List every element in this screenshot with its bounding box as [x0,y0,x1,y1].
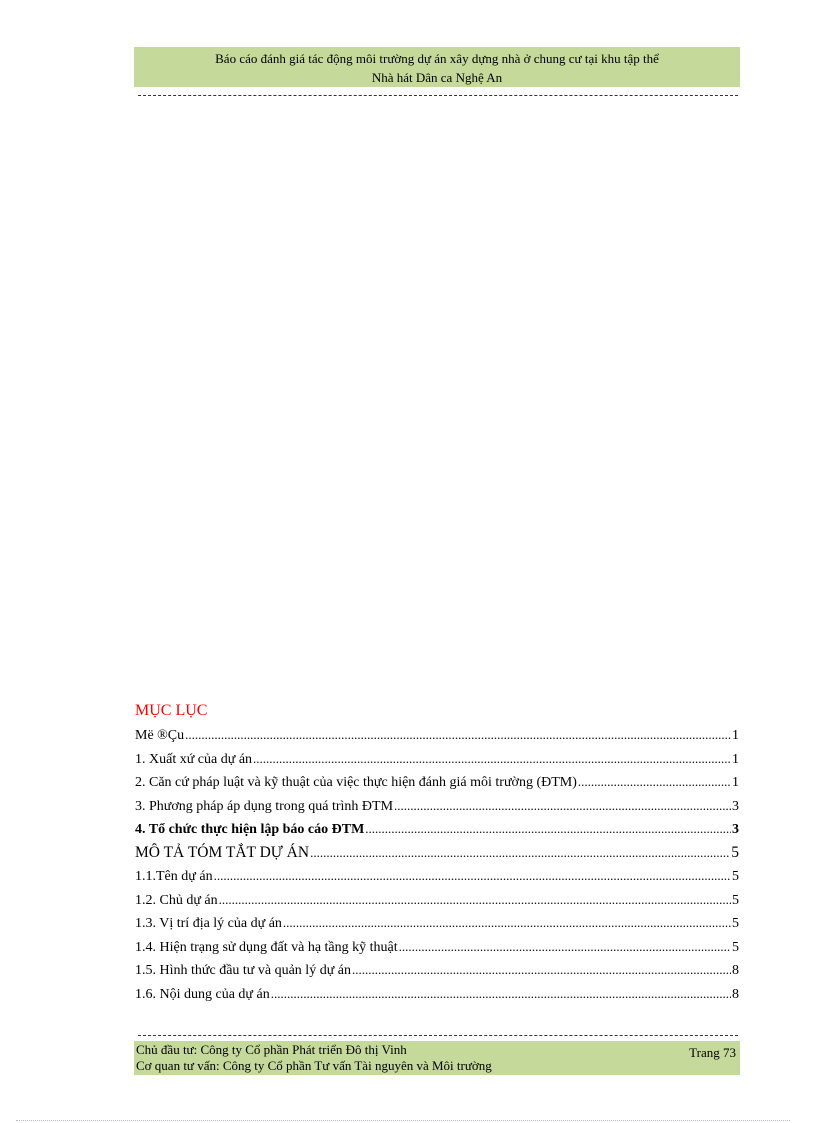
toc-entry-page: 1 [732,751,739,767]
footer-divider [138,1035,738,1036]
toc-leader-dots [271,982,731,1007]
toc-entry-page: 1 [732,728,739,743]
toc-entry-mo-ta[interactable] [135,841,739,865]
toc-entry-label: Më ®Çu [135,728,185,743]
toc-entry-hinh-thuc[interactable] [135,958,739,982]
footer-owner: Chủ đầu tư: Công ty Cổ phần Phát triển Đô thị Vinh [136,1042,407,1057]
toc-entry-chu-du-an[interactable] [135,888,739,912]
toc-entry-hien-trang[interactable] [135,935,739,959]
table-of-contents [135,700,739,1005]
toc-entry-label: 1.4. Hiện trạng sử dụng đất và hạ tầng kỹ thuật [135,939,398,955]
toc-leader-dots [394,794,731,819]
toc-entry-page: 1 [732,775,739,790]
toc-entry-page: 5 [732,892,739,908]
toc-leader-dots [365,817,731,842]
toc-leader-dots [185,723,731,748]
toc-title: MỤC LỤC [135,702,208,719]
footer-info [136,1042,492,1074]
header-title-line2: Nhà hát Dân ca Nghệ An [371,70,503,85]
toc-entry-page: 5 [731,843,739,861]
page-header [134,47,740,87]
toc-entry-label: 1.3. Vị trí địa lý của dự án [135,916,282,931]
page-footer [134,1041,740,1075]
toc-leader-dots [214,864,731,889]
page-boundary [16,1120,790,1121]
toc-entry-page: 5 [732,916,739,931]
footer-consultant: Cơ quan tư vấn: Công ty Cổ phần Tư vấn Tài nguyên và Môi trường [136,1058,492,1073]
toc-entry-xuat-xu[interactable] [135,747,739,771]
toc-leader-dots [283,911,731,936]
toc-entry-page: 5 [732,869,739,884]
toc-entry-page: 5 [732,939,739,955]
toc-entry-label: 1.6. Nội dung của dự án [135,986,270,1002]
toc-entry-phuong-phap[interactable] [135,794,739,818]
toc-entry-noi-dung[interactable] [135,982,739,1006]
toc-entry-label: 1. Xuất xứ của dự án [135,751,253,767]
toc-entry-label: 1.5. Hình thức đầu tư và quản lý dự án [135,963,352,978]
toc-entry-label: 1.1.Tên dự án [135,869,213,884]
toc-entry-page: 3 [732,798,739,814]
header-divider [138,95,738,96]
toc-leader-dots [310,841,730,865]
toc-entry-label: 1.2. Chủ dự án [135,892,218,908]
toc-entry-page: 8 [732,963,739,978]
toc-entry-can-cu[interactable] [135,770,739,794]
toc-entry-mo-dau[interactable] [135,723,739,747]
toc-entry-label: MÔ TẢ TÓM TẮT DỰ ÁN [135,843,310,861]
toc-entry-label: 3. Phương pháp áp dụng trong quá trình ĐTM [135,798,394,814]
toc-entry-page: 3 [732,822,739,837]
header-title-line1: Báo cáo đánh giá tác động môi trường dự án xây dựng nhà ở chung cư tại khu tập thể [215,51,659,66]
toc-entry-ten-du-an[interactable] [135,864,739,888]
toc-entry-label: 4. Tổ chức thực hiện lập báo cáo ĐTM [135,822,365,837]
page-number: Trang 73 [689,1045,736,1060]
toc-leader-dots [399,935,731,960]
toc-leader-dots [253,747,731,772]
toc-entry-to-chuc[interactable] [135,817,739,841]
toc-leader-dots [219,888,731,913]
toc-entry-page: 8 [732,986,739,1002]
toc-leader-dots [352,958,731,983]
toc-entry-vi-tri[interactable] [135,911,739,935]
toc-entry-label: 2. Căn cứ pháp luật và kỹ thuật của việc thực hiện đánh giá môi trường (ĐTM) [135,775,577,790]
toc-leader-dots [578,770,731,795]
